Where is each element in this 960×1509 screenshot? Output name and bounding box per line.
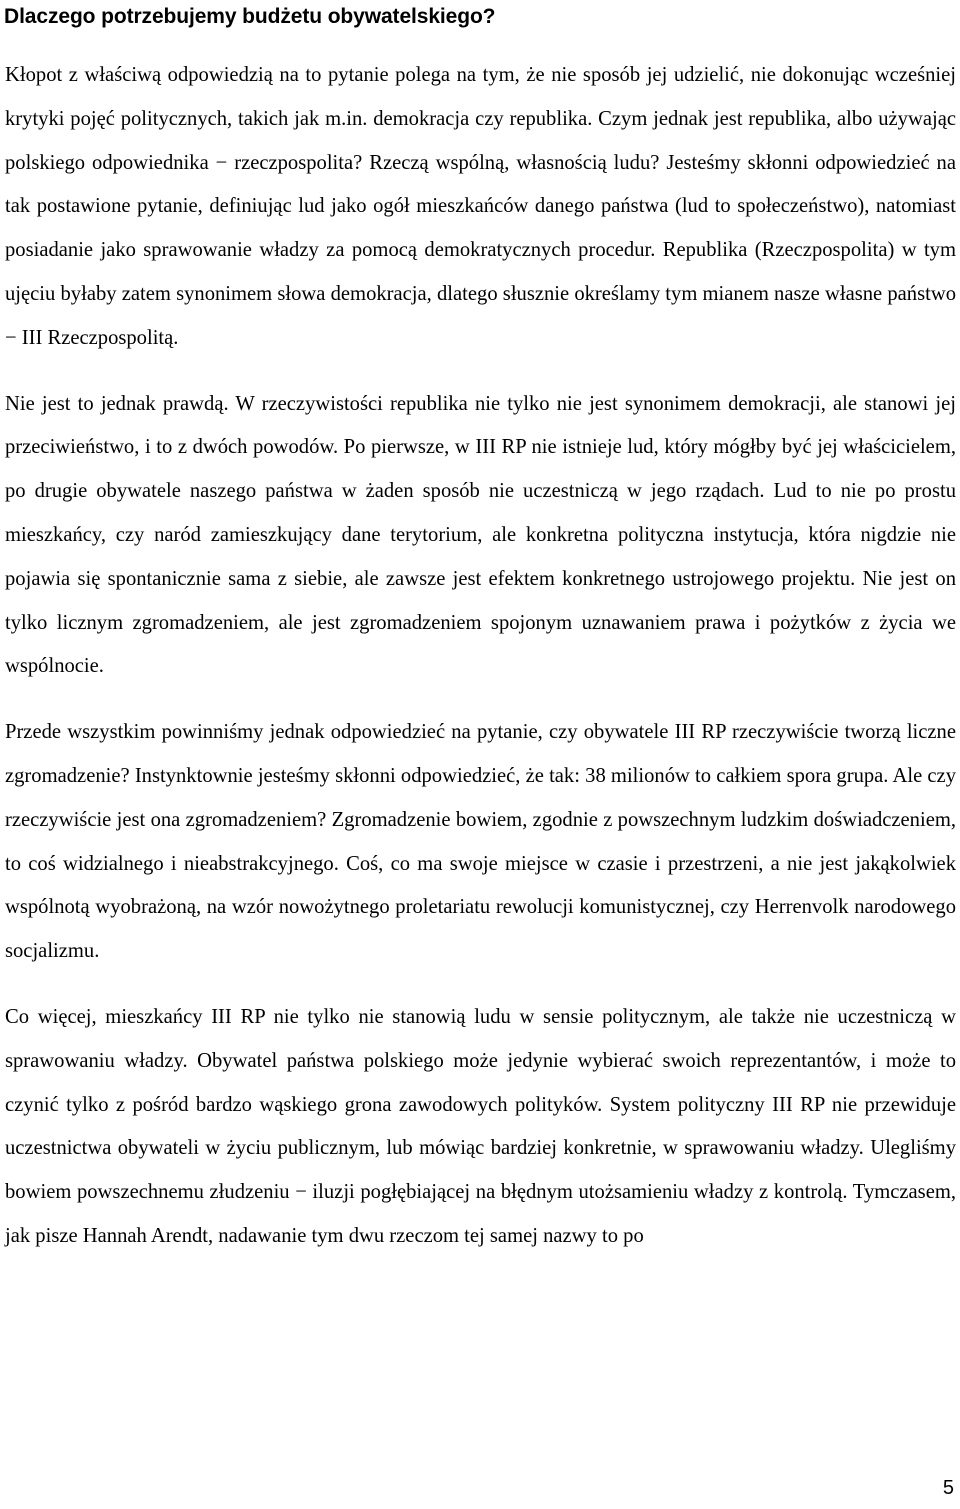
paragraph-1: Kłopot z właściwą odpowiedzią na to pytanie polega na tym, że nie sposób jej udzielić, nie dokonując wcześniej krytyki pojęć politycznych, takich jak m.in. demokracja czy republika. Czym jednak jest republika, albo używając polskiego odpowiednika − rzeczpospolita? Rzeczą wspólną, własnością ludu? Jesteśmy skłonni odpowiedzieć na tak postawione pytanie, definiując lud jako ogół mieszkańców danego państwa (lud to społeczeństwo), natomiast posiadanie jako sprawowanie władzy za pomocą demokratycznych procedur. Republika (Rzeczpospolita) w tym ujęciu byłaby zatem synonimem słowa demokracja, dlatego słusznie określamy tym mianem nasze własne państwo − III Rzeczpospolitą.	[5, 64, 956, 349]
paragraph-4: Co więcej, mieszkańcy III RP nie tylko nie stanowią ludu w sensie politycznym, ale także nie uczestniczą w sprawowaniu władzy. Obywatel państwa polskiego może jedynie wybierać swoich reprezentantów, i może to czynić tylko z pośród bardzo wąskiego grona zawodowych polityków. System polityczny III RP nie przewiduje uczestnictwa obywateli w życiu publicznym, lub mówiąc bardziej konkretnie, w sprawowaniu władzy. Ulegliśmy bowiem powszechnemu złudzeniu − iluzji pogłębiającej na błędnym utożsamieniu władzy z kontrolą. Tymczasem, jak pisze Hannah Arendt, nadawanie tym dwu rzeczom tej samej nazwy to po	[5, 1005, 956, 1247]
paragraph-2: Nie jest to jednak prawdą. W rzeczywistości republika nie tylko nie jest synonimem demokracji, ale stanowi jej przeciwieństwo, i to z dwóch powodów. Po pierwsze, w III RP nie istnieje lud, który mógłby być jej właścicielem, po drugie obywatele naszego państwa w żaden sposób nie uczestniczą w jego rządach. Lud to nie po prostu mieszkańcy, czy naród zamieszkujący dane terytorium, ale konkretna polityczna instytucja, która nigdzie nie pojawia się spontanicznie sama z siebie, ale zawsze jest efektem konkretnego ustrojowego projektu. Nie jest on tylko licznym zgromadzeniem, ale jest zgromadzeniem spojonym uznawaniem prawa i pożytków z życia we wspólnocie.	[5, 392, 956, 678]
paragraph-3: Przede wszystkim powinniśmy jednak odpowiedzieć na pytanie, czy obywatele III RP rzeczywiście tworzą liczne zgromadzenie? Instynktownie jesteśmy skłonni odpowiedzieć, że tak: 38 milionów to całkiem spora grupa. Ale czy rzeczywiście jest ona zgromadzeniem? Zgromadzenie bowiem, zgodnie z powszechnym ludzkim doświadczeniem, to coś widzialnego i nieabstrakcyjnego. Coś, co ma swoje miejsce w czasie i przestrzeni, a nie jest jakąkolwiek wspólnotą wyobrażoną, na wzór nowożytnego proletariatu rewolucji komunistycznej, czy Herrenvolk narodowego socjalizmu.	[5, 721, 956, 963]
page-number: 5	[942, 1477, 954, 1499]
document-body	[5, 54, 956, 1259]
document-heading: Dlaczego potrzebujemy budżetu obywatelskiego?	[4, 5, 496, 28]
